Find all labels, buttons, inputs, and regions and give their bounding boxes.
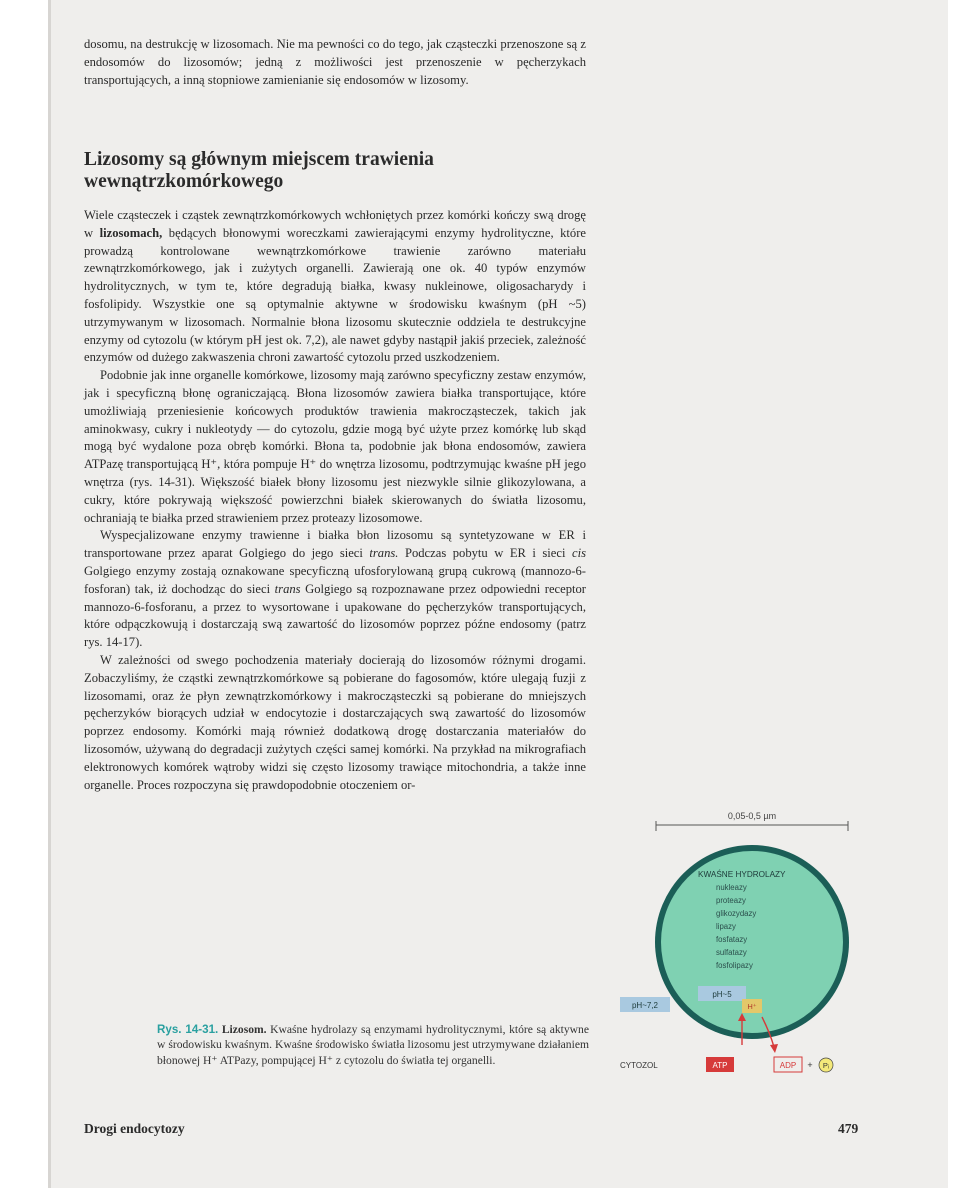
footer-section-title: Drogi endocytozy [84,1121,185,1136]
caption-title: Lizosom. [221,1023,267,1036]
cytosol-label: CYTOZOL [620,1061,658,1070]
enzyme-sulfatazy: sulfatazy [716,948,747,957]
enzyme-glikozydazy: glikozydazy [716,909,757,918]
heading-line-2: wewnątrzkomórkowego [84,171,284,192]
paragraph-2: Podobnie jak inne organelle komórkowe, lizosomy mają zarówno specyficzny zestaw enzymów, jak i specyficzną błonę ograniczającą. Błona lizosomów zawiera białka transportujące, które umożliwiają przeniesienie końcowych produktów trawienia makrocząsteczek, takich jak aminokwasy, cukry i nukleotydy — do cytozolu, gdzie mogą być użyte przez komórkę lub skąd mogą być wydalone poza obręb komórki. Błona ta, podobnie jak błona endosomów, zawiera ATPazę transportującą H⁺, która pompuje H⁺ do wnętrza lizosomu, podtrzymując kwaśne pH jego wnętrza (rys. 14-31). Większość białek błony lizosomu jest niezwykle silnie glikozylowana, a cukry, które pokrywają większość powierzchni białek skierowanych do światła lizosomu, ochraniają te białka przed strawieniem przez proteazy lizosomowe. [84,368,586,525]
adp-arrow-head [770,1044,778,1053]
scan-edge [48,0,51,1188]
intro-paragraph [84,36,586,89]
size-label: 0,05-0,5 µm [727,811,777,821]
page-number: 479 [838,1121,859,1136]
p1-text-b: będących błonowymi woreczkami zawierającymi enzymy hydrolityczne, które prowadzą kontrolowane wewnątrzkomórkowe trawienie zarówno materiału zewnątrzkomórkowego, jak i zużytych organelli. Zawierają one ok. 40 typów enzymów hydrolitycznych, w tym te, które degradują białka, kwasy nukleinowe, oligosacharydy i fosfolipidy. Wszystkie one są optymalnie aktywne w środowisku kwaśnym (pH ~5) utrzymywanym w lizosomach. Normalnie błona lizosomu skutecznie oddziela te destrukcyjne enzymy od cytozolu (w którym pH jest ok. 7,2), ale nawet gdyby nastąpił jakiś przeciek, zależność enzymów od dużego zakwaszenia chroni zawartość cytozolu przed uszkodzeniem. [84,225,587,365]
enzyme-nukleazy: nukleazy [716,883,747,892]
enzyme-title: KWAŚNE HYDROLAZY [698,870,786,879]
atp-label: ATP [712,1061,728,1070]
p3-italic-2: cis [572,546,586,561]
p3-text-d: Golgiego są rozpoznawane przez odpowiedni receptor mannozo-6-fosforanu, a przez to wysortowane i upakowane do pęcherzyków transportujących, które odpączkowują i dostarczają swą zawartość do lizosomów poprzez późne endosomy (patrz rys. 14-17). [84,581,587,650]
p3-text-b: Podczas pobytu w ER i sieci [398,546,572,561]
caption-text: Kwaśne hydrolazy są enzymami hydrolitycznymi, które są aktywne w środowisku kwaśnym. Kwaśne środowisko światła lizosomu jest utrzymywane działaniem błonowej H⁺ ATPazy, pompującej H⁺ z cytozolu do światła tej organelli. [157,1023,589,1067]
enzyme-lipazy: lipazy [716,922,736,931]
phosphate-label: Pᵢ [822,1061,830,1070]
caption-label: Rys. 14-31. [157,1023,219,1036]
plus-sign: + [807,1060,813,1070]
adp-label: ADP [779,1061,797,1070]
intro-text: dosomu, na destrukcję w lizosomach. Nie ma pewności co do tego, jak cząsteczki przenoszone są z endosomów do lizosomów; jedną z możliwości jest przenoszenie w pęcherzykach transportujących, a inną stopniowe zamienianie się endosomów w lizosomy. [84,37,586,87]
p3-italic-3: trans [274,581,301,596]
lysosome-figure [598,795,874,1095]
p3-text-c: Golgiego enzymy zostają oznakowane specyficzną ufosforylowaną grupą cukrową (mannozo-6-fosforan) tak, iż dochodząc do sieci [84,563,586,596]
body-text [84,207,586,794]
p3-text-a: Wyspecjalizowane enzymy trawienne i białka błon lizosomu są syntetyzowane w ER i transportowane przez aparat Golgiego do jego sieci [84,528,586,561]
enzyme-proteazy: proteazy [716,896,746,905]
figure-caption [157,1022,589,1068]
paragraph-1 [84,207,586,367]
paragraph-4: W zależności od swego pochodzenia materiały docierają do lizosomów różnymi drogami. Zobaczyliśmy, że cząstki zewnątrzkomórkowe są pobierane do fagosomów, które ulegają fuzji z lizosomami, oraz że płyn zewnątrzkomórkowy i makrocząsteczki są pobierane do mniejszych pęcherzyków biorących udział w endocytozie i dostarczających swą zawartość do lizosomów poprzez endosomy. Komórki mają również dodatkową drogę dostarczania materiałów do lizosomów, używaną do degradacji zużytych części samej komórki. Na przykład na mikrografiach elektronowych komórek wątroby widzi się często lizosomy trawiące mitochondria, a także inne organelle. Proces rozpoczyna się prawdopodobnie otoczeniem or- [84,652,586,792]
proton-label: H⁺ [747,1002,757,1011]
p1-bold-term: lizosomach, [99,225,163,240]
p3-italic-1: trans. [369,546,399,561]
enzyme-fosfatazy: fosfatazy [716,935,748,944]
p1-text-a: Wiele cząsteczek i cząstek zewnątrzkomórkowych wchłoniętych przez komórki kończy swą drogę w [84,208,586,240]
ph-outside-label: pH~7,2 [631,1001,659,1010]
ph-inside-label: pH~5 [712,990,732,999]
paragraph-3 [84,527,586,652]
heading-line-1: Lizosomy są głównym miejscem trawienia [84,149,434,170]
section-heading [84,149,504,193]
enzyme-fosfolipazy: fosfolipazy [716,961,753,970]
